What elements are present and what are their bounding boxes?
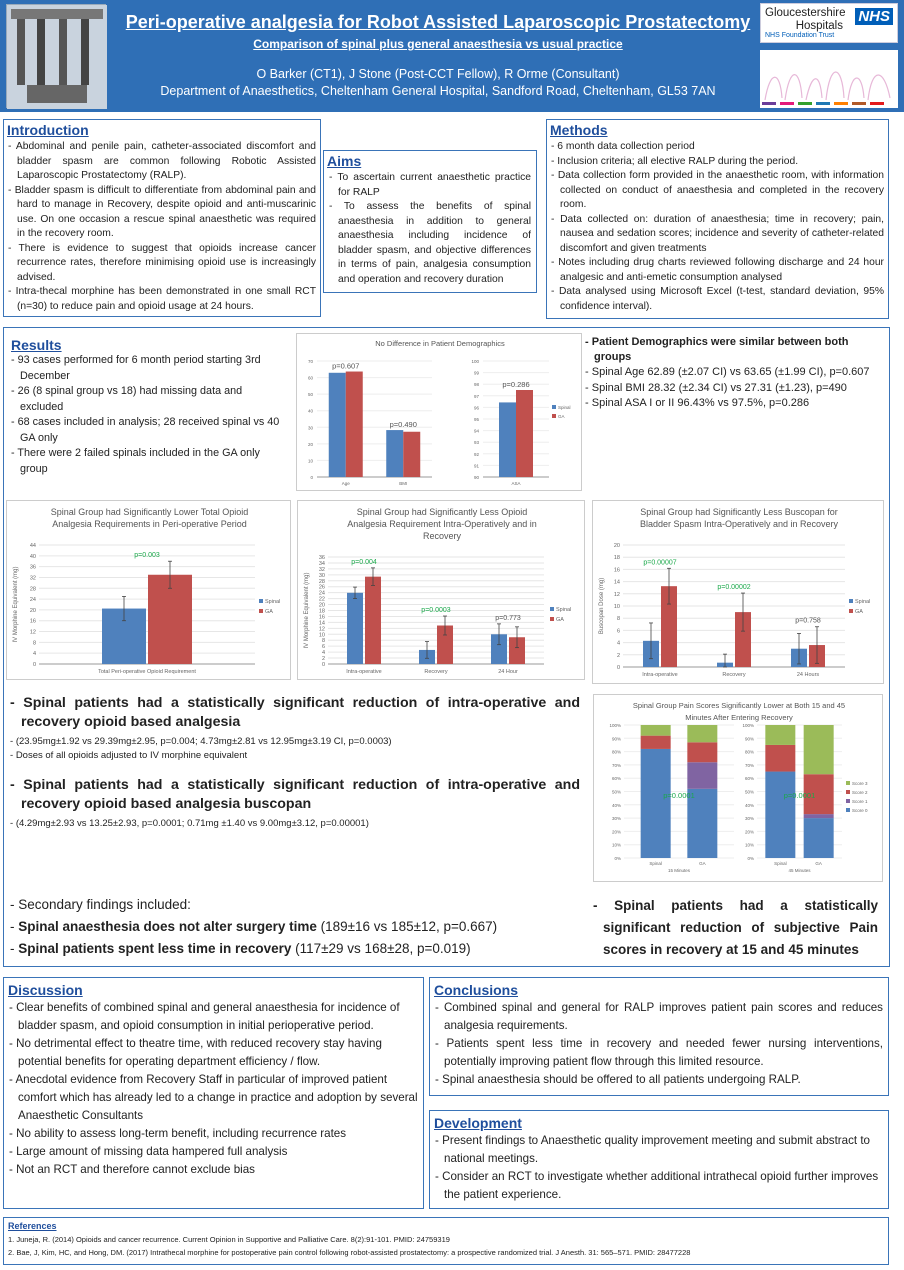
p-value-label: p=0.490	[389, 420, 417, 430]
tick-label: 95	[473, 417, 479, 422]
introduction-section	[3, 119, 321, 317]
bar-label: GA	[815, 861, 822, 866]
list-item: - Large amount of missing data hampered full analysis	[9, 1143, 418, 1161]
tick-label: 96	[473, 405, 479, 411]
bar-ga	[516, 390, 533, 477]
demographics-chart	[296, 333, 582, 491]
nhs-logo	[760, 3, 898, 43]
tick-label: 50%	[611, 789, 621, 795]
total-opioid-chart	[6, 500, 291, 680]
tick-label: 93	[473, 440, 479, 446]
legend-label: Score 1	[852, 799, 868, 804]
secondary-item: - Spinal anaesthesia does not alter surgery time (189±16 vs 185±12, p=0.667)	[10, 919, 498, 934]
pain-scores-chart	[593, 694, 883, 882]
legend-swatch	[259, 599, 263, 603]
category-label: Age	[341, 481, 350, 486]
tick-label: 14	[318, 620, 325, 627]
tick-label: 40	[307, 408, 313, 414]
legend-label: GA	[556, 617, 564, 623]
tick-label: 100	[471, 359, 479, 364]
stacked-segment-s2	[687, 742, 717, 762]
conclusions-section	[429, 977, 889, 1096]
legend-label: Spinal	[558, 405, 571, 410]
chart-title-line: Analgesia Requirements in Peri-operative Period	[52, 519, 247, 529]
category-label: ASA	[511, 481, 521, 486]
secondary-title: - Secondary findings included:	[10, 897, 191, 912]
legend-label: GA	[558, 414, 565, 419]
tick-label: 4	[321, 650, 325, 657]
chart-title-line: Spinal Group had Significantly Less Opioid	[356, 507, 528, 517]
tick-label: 32	[29, 575, 36, 582]
group-label: 45 Minutes	[788, 868, 811, 873]
results-summary	[11, 337, 281, 477]
legend-swatch	[550, 607, 554, 611]
tick-label: 4	[32, 651, 36, 658]
category-label: 24 Hours	[796, 672, 820, 678]
list-item: - Anecdotal evidence from Recovery Staff in particular of improved patient comfort which has already led to a change in practice and adoption by several Anaesthetic Consultants	[9, 1071, 418, 1125]
list-item: - Combined spinal and general for RALP improves patient pain scores and reduces analgesia requirements.	[435, 999, 883, 1035]
stacked-segment-s3	[641, 725, 671, 736]
logo-line2: Hospitals	[795, 20, 843, 32]
robot-image	[6, 4, 106, 108]
category-label: Recovery	[722, 672, 746, 678]
list-item: - Spinal ASA I or II 96.43% vs 97.5%, p=0.286	[585, 396, 883, 412]
reference-2: 2. Bae, J, Kim, HC, and Hong, DM. (2017) Intrathecal morphine for postoperative pain control following robot-assisted prostatectomy: a prospective randomized trial. J Anesth. 31: 565–571. PMID: 28477228	[8, 1248, 691, 1257]
list-item: - Data collection form provided in the anaesthetic room, with information collected on conduct of anaesthesia and completed in the recovery room.	[551, 169, 884, 213]
tick-label: 60	[307, 375, 313, 381]
p-value-label: p=0.758	[795, 617, 821, 625]
p-value-label: p=0.773	[495, 614, 521, 622]
list-item: - (23.95mg±1.92 vs 29.39mg±2.95, p=0.004; 4.73mg±2.81 vs 12.95mg±3.19 CI, p=0.0003)	[10, 735, 580, 749]
bar-ga	[365, 577, 381, 664]
tick-label: 0	[310, 475, 313, 480]
list-item: - Data analysed using Microsoft Excel (t-test, standard deviation, 95% confidence interval).	[551, 285, 884, 314]
tick-label: 8	[32, 640, 36, 647]
reference-1: 1. Juneja, R. (2014) Opioids and cancer recurrence. Current Opinion in Supportive and Palliative Care. 8(2):91-101. PMID: 24759319	[8, 1235, 450, 1244]
tick-label: 28	[29, 586, 36, 593]
legend-swatch	[846, 781, 850, 785]
list-item: - 26 (8 spinal group vs 18) had missing data and excluded	[11, 384, 281, 415]
list-item: - No ability to assess long-term benefit, including recurrence rates	[9, 1125, 418, 1143]
list-item: - To ascertain current anaesthetic practice for RALP	[329, 171, 531, 200]
tick-label: 28	[318, 578, 325, 585]
category-label: Intra-operative	[346, 669, 382, 675]
stacked-segment-s1b	[804, 814, 834, 818]
list-item: - Intra-thecal morphine has been demonstrated in one small RCT (n=30) to reduce pain and opioid usage at 24 hours.	[8, 285, 316, 314]
tick-label: 12	[29, 629, 36, 636]
tick-label: 10	[318, 632, 325, 639]
bar-ga	[403, 432, 420, 477]
finding-2: - Spinal patients had a statistically significant reduction of intra-operative and recovery opioid based analgesia buscopan	[10, 777, 580, 813]
tick-label: 12	[613, 591, 620, 598]
stacked-segment-s3	[687, 725, 717, 742]
tick-label: 6	[616, 628, 620, 635]
chart-title-line: Spinal Group had Significantly Less Buscopan for	[640, 507, 838, 517]
references-heading: References	[8, 1221, 57, 1231]
legend-swatch	[846, 790, 850, 794]
list-item: - 93 cases performed for 6 month period starting 3rd December	[11, 353, 281, 384]
p-value-label: p=0.00007	[643, 559, 677, 567]
tick-label: 2	[321, 656, 325, 663]
results-heading: Results	[11, 337, 62, 353]
stacked-segment-s2	[641, 736, 671, 749]
bar-label: Spinal	[649, 861, 662, 866]
logo-line1: Gloucestershire	[765, 7, 846, 19]
methods-heading: Methods	[550, 122, 608, 138]
tick-label: 30%	[611, 816, 621, 822]
list-item: - Spinal anaesthesia should be offered to all patients undergoing RALP.	[435, 1071, 883, 1089]
tick-label: 20%	[744, 829, 754, 835]
list-item: - Patients spent less time in recovery and needed fewer nursing interventions, potentially improving patient flow through this limited resource.	[435, 1035, 883, 1071]
figures-graphic	[760, 50, 898, 108]
methods-section	[546, 119, 889, 319]
demo-title: - Patient Demographics were similar between both groups	[585, 336, 849, 363]
development-section	[429, 1110, 889, 1209]
bar-spinal	[329, 373, 346, 477]
conclusions-heading: Conclusions	[434, 982, 519, 998]
category-label: Intra-operative	[642, 672, 678, 678]
tick-label: 0	[321, 662, 325, 668]
aims-heading: Aims	[327, 153, 362, 169]
tick-label: 10	[613, 604, 620, 610]
pain-finding: - Spinal patients had a statistically significant reduction of subjective Pain scores in recovery at 15 and 45 minutes	[593, 898, 878, 957]
y-axis-label: IV Morphine Equivalent (mg)	[13, 566, 19, 643]
nhs-badge: NHS	[855, 8, 893, 25]
tick-label: 24	[29, 597, 36, 604]
tick-label: 98	[473, 382, 479, 388]
stacked-segment-s2	[765, 745, 795, 772]
legend-swatch	[259, 609, 263, 613]
tick-label: 16	[318, 614, 325, 621]
tick-label: 22	[318, 596, 325, 603]
tick-label: 0%	[747, 856, 754, 861]
tick-label: 50%	[744, 789, 754, 795]
bar-spinal	[499, 402, 516, 477]
tick-label: 4	[616, 640, 620, 647]
tick-label: 32	[318, 566, 325, 573]
legend-swatch	[552, 405, 556, 409]
chart-title-line: Spinal Group Pain Scores Significantly Lower at Both 15 and 45	[632, 701, 846, 710]
legend-swatch	[846, 799, 850, 803]
list-item: - No detrimental effect to theatre time, with reduced recovery stay having potential benefits for operating department efficiency / flow.	[9, 1035, 418, 1071]
tick-label: 16	[29, 618, 36, 625]
legend-swatch	[550, 617, 554, 621]
tick-label: 40%	[611, 802, 621, 808]
list-item: - Clear benefits of combined spinal and general anaesthesia for incidence of bladder spasm, and opioid consumption in initial perioperative period.	[9, 999, 418, 1035]
tick-label: 30	[318, 572, 325, 579]
legend-label: GA	[855, 609, 863, 615]
tick-label: 2	[616, 652, 620, 659]
tick-label: 14	[613, 579, 620, 586]
list-item: - Spinal Age 62.89 (±2.07 CI) vs 63.65 (±1.99 CI), p=0.607	[585, 365, 883, 381]
tick-label: 8	[616, 616, 620, 623]
tick-label: 18	[318, 608, 325, 615]
list-item: - Present findings to Anaesthetic quality improvement meeting and submit abstract to national meetings.	[435, 1132, 883, 1168]
tick-label: 20	[318, 602, 325, 609]
tick-label: 94	[473, 428, 479, 434]
tick-label: 44	[29, 543, 36, 549]
stacked-segment-s0	[804, 818, 834, 858]
tick-label: 60%	[611, 776, 621, 782]
bar-spinal	[347, 593, 363, 664]
bar-spinal	[386, 430, 403, 477]
list-item: - Bladder spasm is difficult to differentiate from abdominal pain and hard to manage in Recovery, despite opioid and anti-muscarinic use. On one occasion a rescue spinal anaesthetic was required in the recovery room.	[8, 184, 316, 242]
legend-label: Score 0	[852, 808, 868, 813]
category-label: Total Peri-operative Opioid Requirement	[98, 669, 196, 675]
p-value-label: p=0.00002	[717, 584, 751, 592]
chart-title-line: Spinal Group had Significantly Lower Total Opioid	[50, 507, 249, 517]
p-value-label: p=0.286	[502, 380, 530, 389]
tick-label: 30%	[744, 816, 754, 822]
tick-label: 40%	[744, 802, 754, 808]
bar-ga	[346, 372, 363, 477]
tick-label: 12	[318, 626, 325, 633]
tick-label: 8	[321, 638, 325, 645]
tick-label: 90%	[611, 736, 621, 742]
secondary-item: - Spinal patients spent less time in recovery (117±29 vs 168±28, p=0.019)	[10, 941, 471, 956]
tick-label: 92	[473, 451, 479, 457]
tick-label: 30	[307, 425, 313, 431]
p-value-label: p=0.0001	[663, 791, 695, 801]
tick-label: 26	[318, 584, 325, 591]
poster-subtitle: Comparison of spinal plus general anaesthesia vs usual practice	[253, 37, 623, 51]
list-item: - Inclusion criteria; all elective RALP during the period.	[551, 155, 884, 170]
stacked-segment-s0	[765, 772, 795, 858]
tick-label: 20	[307, 441, 313, 447]
tick-label: 50	[307, 392, 313, 398]
tick-label: 16	[613, 567, 620, 574]
stacked-segment-s1b	[687, 762, 717, 789]
tick-label: 90%	[744, 736, 754, 742]
list-item: - To assess the benefits of spinal anaesthesia in addition to general anaesthesia including incidence of bladder spasm, and objective differences in terms of pain, analgesia consumption and operation and recovery duration	[329, 200, 531, 287]
tick-label: 91	[473, 463, 479, 469]
demographics-text	[585, 335, 883, 412]
list-item: - There were 2 failed spinals included in the GA only group	[11, 446, 281, 477]
tick-label: 24	[318, 590, 325, 597]
tick-label: 100%	[609, 723, 621, 728]
tick-label: 20	[613, 543, 620, 549]
buscopan-chart	[592, 500, 884, 684]
development-heading: Development	[434, 1115, 522, 1131]
y-axis-label: IV Morphine Equivalent (mg)	[304, 572, 310, 649]
tick-label: 80%	[744, 749, 754, 755]
tick-label: 36	[318, 555, 325, 561]
legend-label: Spinal	[556, 607, 572, 613]
discussion-section	[3, 977, 424, 1209]
category-label: BMI	[399, 481, 408, 486]
tick-label: 10%	[744, 842, 754, 848]
authors: O Barker (CT1), J Stone (Post-CCT Fellow), R Orme (Consultant)	[256, 67, 620, 81]
chart-title-line: Bladder Spasm Intra-Operatively and in Recovery	[639, 519, 839, 529]
introduction-heading: Introduction	[7, 122, 89, 138]
legend-label: Spinal	[265, 599, 281, 605]
discussion-heading: Discussion	[8, 982, 83, 998]
chart-title-line: Minutes After Entering Recovery	[685, 713, 793, 722]
tick-label: 36	[29, 564, 36, 571]
chart-title-line: Recovery	[422, 531, 462, 541]
bar-label: Spinal	[774, 861, 787, 866]
tick-label: 10%	[611, 842, 621, 848]
legend-swatch	[849, 609, 853, 613]
tick-label: 0	[616, 665, 620, 671]
stacked-segment-s3	[765, 725, 795, 745]
tick-label: 10	[307, 458, 313, 464]
tick-label: 0%	[614, 856, 621, 861]
p-value-label: p=0.607	[332, 361, 360, 371]
tick-label: 18	[613, 555, 620, 562]
legend-label: Score 2	[852, 790, 868, 795]
list-item: - There is evidence to suggest that opioids increase cancer recurrence rates, therefore minimising opioid use is increasingly advised.	[8, 242, 316, 286]
p-value-label: p=0.0001	[783, 791, 816, 801]
chart-title: No Difference in Patient Demographics	[375, 339, 505, 348]
findings-opioid	[10, 694, 580, 831]
secondary-findings	[10, 894, 570, 960]
list-item: - Not an RCT and therefore cannot exclude bias	[9, 1161, 418, 1179]
tick-label: 90	[473, 475, 479, 480]
p-value-label: p=0.003	[134, 552, 160, 560]
trust-name: NHS Foundation Trust	[765, 32, 835, 39]
group-label: 15 Minutes	[667, 868, 691, 873]
tick-label: 20%	[611, 829, 621, 835]
tick-label: 80%	[611, 749, 621, 755]
p-value-label: p=0.0003	[421, 607, 451, 615]
legend-label: GA	[265, 609, 273, 615]
chart-title-line: Analgesia Requirement Intra-Operatively and in	[347, 519, 537, 529]
p-value-label: p=0.004	[351, 558, 377, 566]
legend-swatch	[846, 808, 850, 812]
list-item: - Consider an RCT to investigate whether additional intrathecal opioid further improves the patient experience.	[435, 1168, 883, 1204]
legend-label: Spinal	[855, 599, 871, 605]
legend-swatch	[849, 599, 853, 603]
poster-title: Peri-operative analgesia for Robot Assisted Laparoscopic Prostatectomy	[125, 12, 751, 32]
category-label: 24 Hour	[498, 669, 518, 675]
category-label: Recovery	[424, 669, 448, 675]
tick-label: 97	[473, 393, 479, 399]
tick-label: 70	[307, 359, 313, 364]
stacked-segment-s0	[641, 749, 671, 858]
list-item: - (4.29mg±2.93 vs 13.25±2.93, p=0.0001; 0.71mg ±1.40 vs 9.00mg±3.12, p=0.00001)	[10, 817, 580, 831]
tick-label: 100%	[742, 723, 754, 728]
opioid-intraop-recovery-chart	[297, 500, 585, 680]
list-item: - Notes including drug charts reviewed following discharge and 24 hour analgesic and anti-emetic consumption analysed	[551, 256, 884, 285]
list-item: - Doses of all opioids adjusted to IV morphine equivalent	[10, 749, 580, 763]
tick-label: 6	[321, 644, 325, 651]
tick-label: 0	[32, 662, 36, 668]
references-section	[3, 1217, 889, 1265]
list-item: - Data collected on: duration of anaesthesia; time in recovery; pain, nausea and sedation scores; incidence and severity of catheter-related discomfort and given treatments	[551, 213, 884, 257]
tick-label: 40	[29, 553, 36, 560]
department: Department of Anaesthetics, Cheltenham General Hospital, Sandford Road, Cheltenham, GL53 7AN	[160, 84, 716, 98]
list-item: - Abdominal and penile pain, catheter-associated discomfort and bladder spasm are common following Robotic Assisted Laparoscopic Prostatectomy (RALP).	[8, 140, 316, 184]
tick-label: 34	[318, 560, 325, 567]
finding-1: - Spinal patients had a statistically significant reduction of intra-operative and recovery opioid based analgesia	[10, 695, 580, 730]
tick-label: 70%	[611, 762, 621, 768]
tick-label: 20	[29, 607, 36, 614]
tick-label: 99	[473, 370, 479, 376]
aims-section	[323, 150, 537, 293]
y-axis-label: Buscopan Dose (mg)	[599, 577, 605, 635]
tick-label: 70%	[744, 762, 754, 768]
legend-label: Score 3	[852, 781, 868, 786]
bar-label: GA	[699, 861, 706, 866]
list-item: - 68 cases included in analysis; 28 received spinal vs 40 GA only	[11, 415, 281, 446]
list-item: - 6 month data collection period	[551, 140, 884, 155]
stacked-segment-s3	[804, 725, 834, 774]
tick-label: 60%	[744, 776, 754, 782]
list-item: - Spinal BMI 28.32 (±2.34 CI) vs 27.31 (±1.23), p=490	[585, 381, 883, 397]
legend-swatch	[552, 414, 556, 418]
